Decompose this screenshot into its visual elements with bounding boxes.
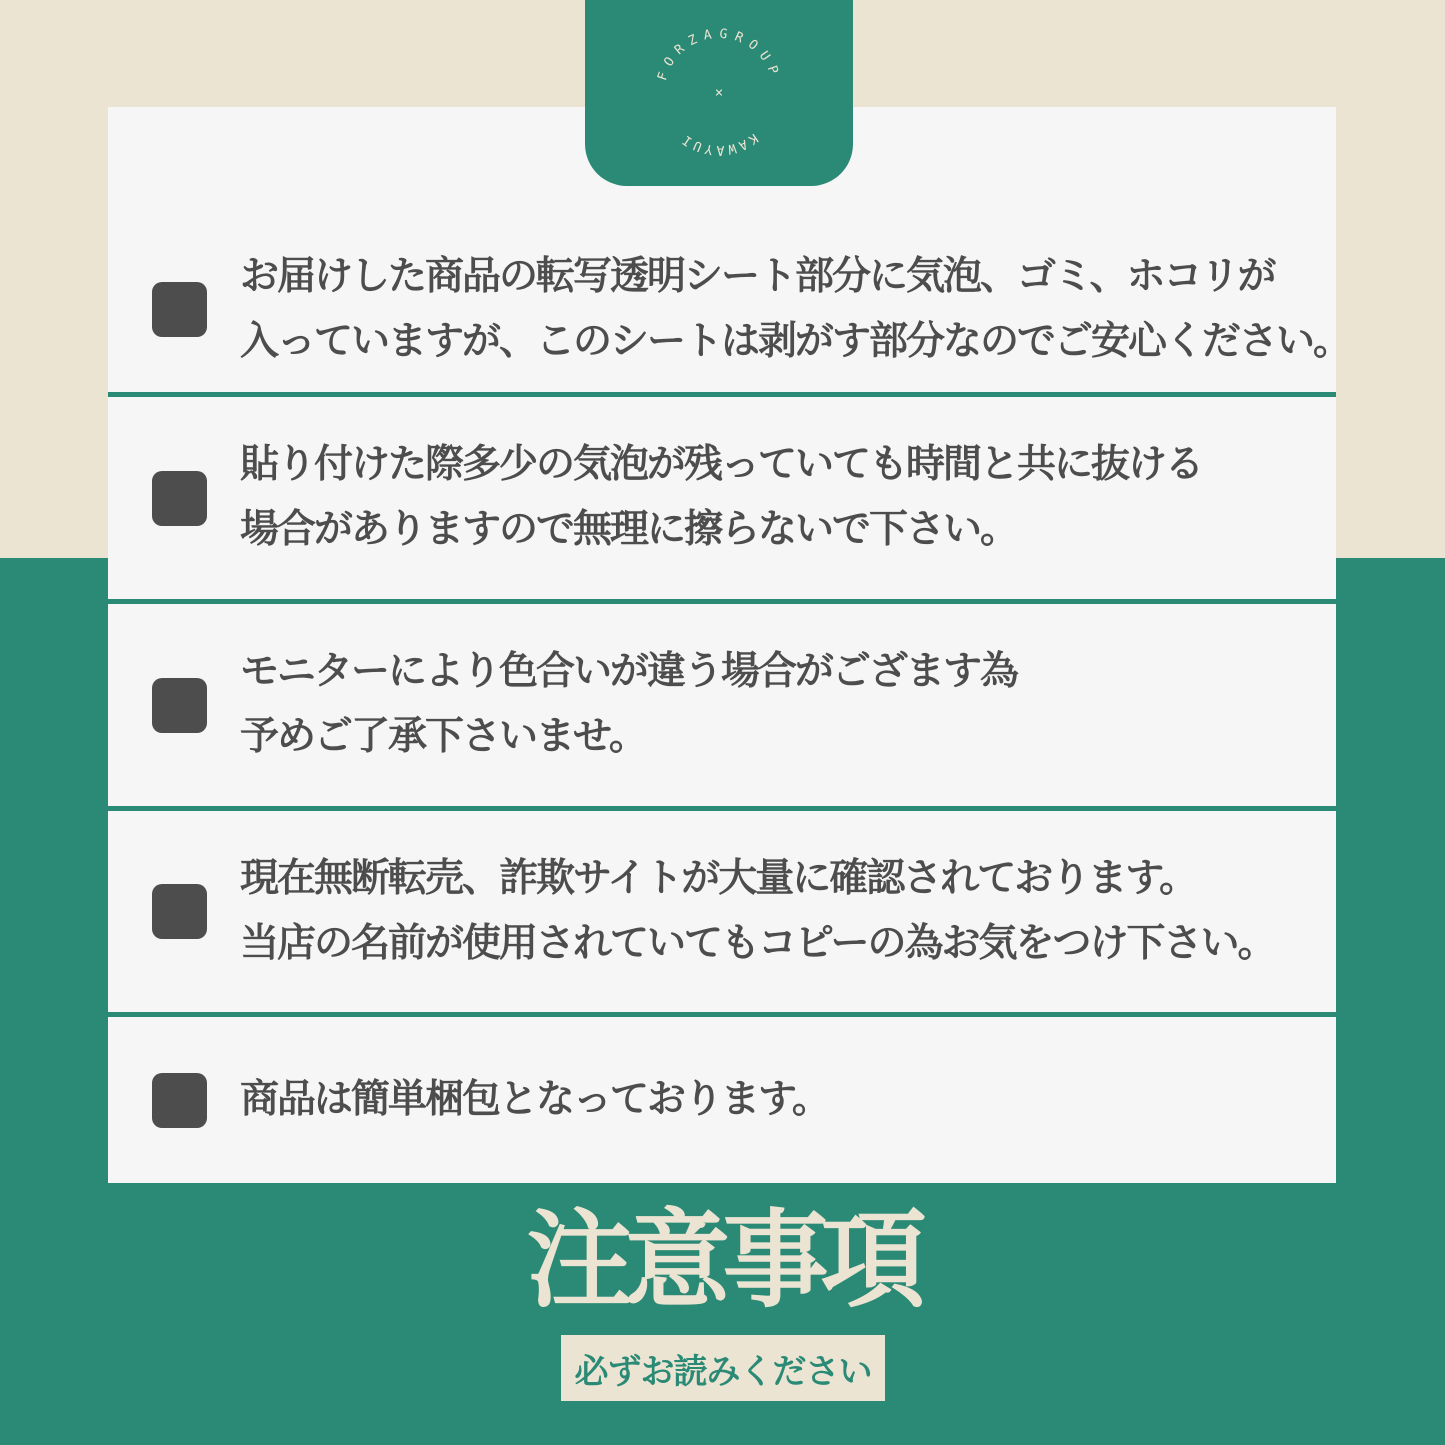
notice-line: 場合がありますので無理に擦らないで下さい。	[240, 508, 1018, 551]
checkbox-icon	[152, 282, 207, 337]
notice-row-monitor-color	[108, 604, 1336, 806]
notice-text	[240, 245, 1350, 374]
checkbox-icon	[152, 471, 207, 526]
checkbox-icon	[152, 678, 207, 733]
notice-text	[240, 847, 1274, 976]
brand-badge	[585, 0, 853, 186]
notice-line: 当店の名前が使用されていてもコピーの為お気をつけ下さい。	[240, 921, 1275, 965]
notice-row-simple-packaging	[108, 1017, 1336, 1183]
notice-line: 商品は簡単梱包となっております。	[240, 1077, 829, 1121]
brand-circle-logo	[639, 12, 799, 172]
notice-line: 貼り付けた際多少の気泡が残っていても時間と共に抜ける	[240, 443, 1203, 487]
notice-line: 現在無断転売、詐欺サイトが大量に確認されております。	[240, 856, 1197, 900]
brand-arc-bottom-text: KAWAYUI	[677, 130, 761, 157]
notice-text	[240, 1068, 829, 1133]
notice-row-resale-warning	[108, 811, 1336, 1012]
brand-arc-top-text: FORZAGROUP	[655, 26, 783, 83]
notice-text	[240, 433, 1202, 562]
brand-cross-mark: ×	[714, 85, 724, 101]
checkbox-icon	[152, 1073, 207, 1128]
notice-row-air-bubbles	[108, 397, 1336, 599]
checkbox-icon	[152, 884, 207, 939]
notice-text	[240, 640, 1017, 769]
notice-line: 入っていますが、このシートは剥がす部分なのでご安心ください。	[240, 319, 1351, 363]
notice-line: 予めご了承下さいませ。	[240, 715, 646, 758]
notice-line: お届けした商品の転写透明シート部分に気泡、ゴミ、ホコリが	[240, 254, 1275, 298]
page-title: 注意事項	[526, 1202, 919, 1320]
notice-line: モニターにより色合いが違う場合がござます為	[240, 650, 1018, 694]
read-me-label: 必ずお読みください	[561, 1335, 885, 1401]
notice-panel	[108, 107, 1351, 1183]
